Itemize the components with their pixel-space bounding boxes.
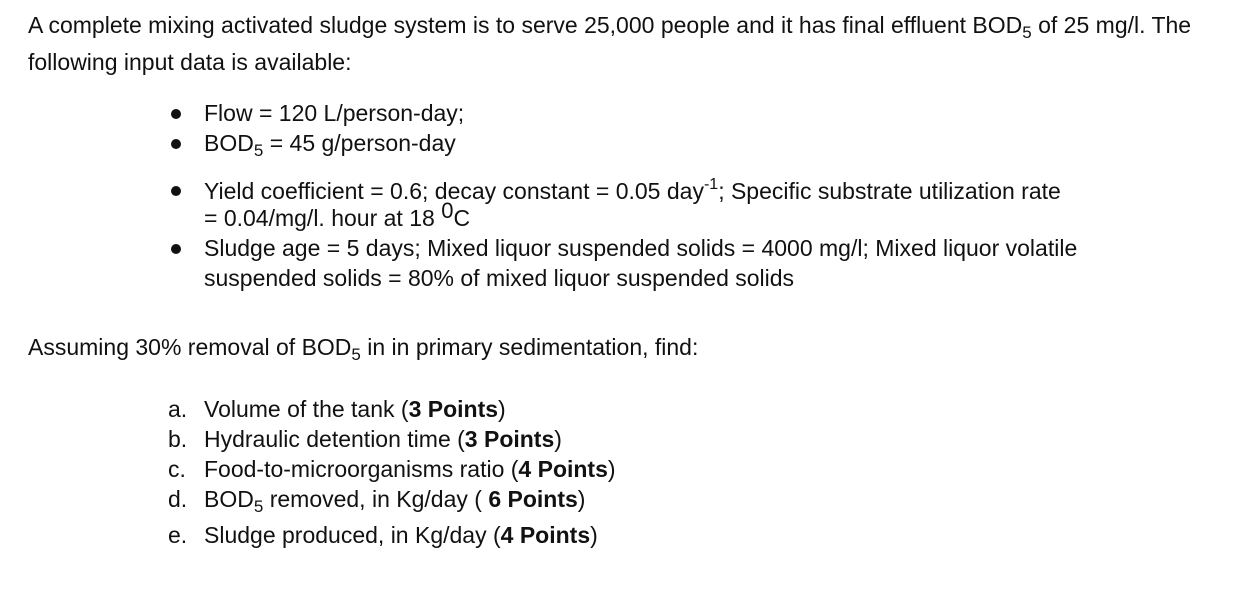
task-text: removed, in Kg/day ( bbox=[263, 486, 489, 512]
assumption-paragraph bbox=[28, 331, 698, 363]
yield-line2-suffix: C bbox=[453, 205, 471, 231]
assume-prefix: Assuming 30% removal of BOD bbox=[28, 334, 352, 360]
task-close: ) bbox=[577, 486, 586, 512]
task-text: Sludge produced, in Kg/day ( bbox=[204, 522, 501, 548]
intro-text-1: A complete mixing activated sludge system is to serve 25,000 people and it has final effluent BOD bbox=[28, 12, 1023, 38]
bod-prefix: BOD bbox=[204, 130, 254, 156]
task-item-c bbox=[168, 454, 616, 484]
task-item-a bbox=[168, 394, 616, 424]
input-data-list bbox=[168, 98, 1228, 293]
list-item-bod bbox=[168, 128, 1228, 158]
task-close: ) bbox=[607, 456, 616, 482]
list-item-yield bbox=[168, 172, 1228, 233]
bod-suffix: = 45 g/person-day bbox=[263, 130, 456, 156]
task-close: ) bbox=[554, 426, 562, 452]
task-points: 4 Points bbox=[500, 522, 591, 548]
task-points: 3 Points bbox=[464, 426, 555, 452]
task-text: Food-to-microorganisms ratio ( bbox=[204, 456, 519, 482]
sludge-line-2: suspended solids = 80% of mixed liquor suspended solids bbox=[204, 265, 795, 291]
task-text: Hydraulic detention time ( bbox=[204, 426, 465, 452]
yield-line2-prefix: = 0.04/mg/l. hour at 18 bbox=[204, 205, 442, 231]
bullet-icon bbox=[171, 186, 181, 196]
bod-subscript: 5 bbox=[253, 141, 264, 160]
yield-line-2 bbox=[204, 198, 1228, 233]
task-letter: d. bbox=[168, 486, 188, 512]
intro-subscript: 5 bbox=[1022, 23, 1032, 42]
yield-superscript: -1 bbox=[703, 176, 719, 193]
flow-text: Flow = 120 L/person-day; bbox=[204, 100, 465, 126]
task-item-e bbox=[168, 520, 616, 550]
task-letter: b. bbox=[168, 426, 188, 452]
task-text-prefix: BOD bbox=[204, 486, 254, 512]
degree-superscript: 0 bbox=[441, 198, 454, 223]
bullet-icon bbox=[171, 109, 181, 119]
assume-suffix: in in primary sedimentation, find: bbox=[360, 334, 699, 360]
task-item-d bbox=[168, 484, 616, 514]
task-list bbox=[168, 394, 616, 550]
task-letter: c. bbox=[168, 456, 186, 482]
task-item-b bbox=[168, 424, 616, 454]
intro-paragraph bbox=[28, 0, 1233, 81]
task-letter: a. bbox=[168, 396, 188, 422]
bullet-icon bbox=[171, 244, 181, 254]
list-item-flow bbox=[168, 98, 1228, 128]
yield-text-2: ; Specific substrate utilization rate bbox=[718, 178, 1061, 204]
task-points: 3 Points bbox=[408, 396, 499, 422]
intro-text-2: of 25 mg/l. The following input data is available: bbox=[28, 12, 1192, 75]
list-item-sludge bbox=[168, 233, 1228, 293]
task-close: ) bbox=[498, 396, 506, 422]
task-points: 4 Points bbox=[518, 456, 608, 482]
task-subscript: 5 bbox=[253, 497, 264, 516]
task-close: ) bbox=[590, 522, 598, 548]
task-text: Volume of the tank ( bbox=[204, 396, 409, 422]
task-letter: e. bbox=[168, 522, 188, 548]
sludge-line-1: Sludge age = 5 days; Mixed liquor suspended solids = 4000 mg/l; Mixed liquor volatile bbox=[204, 235, 1078, 261]
yield-text-1: Yield coefficient = 0.6; decay constant = 0.05 day bbox=[204, 178, 704, 204]
bullet-icon bbox=[171, 139, 181, 149]
problem-document bbox=[28, 0, 1233, 548]
task-points: 6 Points bbox=[488, 486, 578, 512]
assume-subscript: 5 bbox=[351, 345, 361, 364]
